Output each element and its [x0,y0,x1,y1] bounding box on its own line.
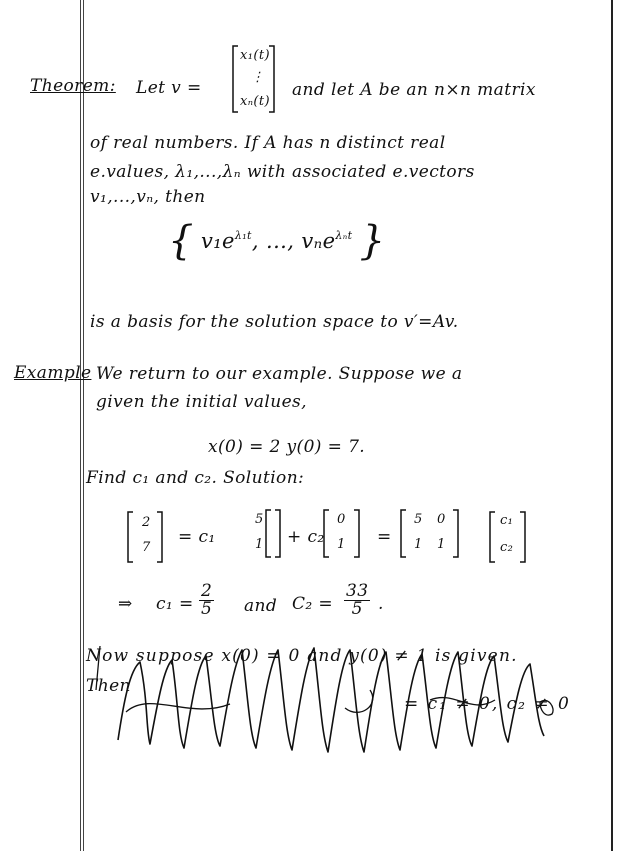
c-vector-top: c₁ [500,513,514,528]
c-vector-bottom: c₂ [500,540,514,555]
c1-term: = c₁ [178,527,216,547]
initial-values: x(0) = 2 y(0) = 7. [208,437,366,457]
v1-bottom: 1 [255,537,264,552]
c2-term: + c₂ [287,527,325,547]
lhs-bottom: 7 [142,540,151,555]
v2-bottom: 1 [337,537,346,552]
matrix-c: 1 [414,537,423,552]
theorem-line-4: v₁,...,vₙ, then [90,187,206,207]
vector-entry-x1: x₁(t) [240,48,270,63]
equation-equals: = [377,527,392,547]
v1-top: 5 [255,512,264,527]
crossed-line-3: = c₁ ≠ 0, c₂ ≠ 0 [404,694,571,714]
basis-open-brace: { [168,218,194,264]
and-word: and [244,596,278,616]
find-constants: Find c₁ and c₂. Solution: [86,468,305,488]
v2-top: 0 [337,512,346,527]
theorem-label: Theorem: [30,76,116,96]
theorem-line-3: e.values, λ₁,...,λₙ with associated e.vectors [90,162,475,182]
example-line-2: given the initial values, [96,392,307,412]
crossed-line-2: Then [86,676,131,696]
basis-dots: , ..., [251,229,302,253]
c1-denominator: 5 [201,599,213,619]
matrix-b: 0 [437,512,446,527]
c1-label: c₁ = [156,594,194,614]
matrix-d: 1 [437,537,446,552]
c2-period: . [378,594,384,614]
theorem-line-2: of real numbers. If A has n distinct real [90,133,446,153]
c1-numerator: 2 [201,581,213,601]
matrix-a: 5 [414,512,423,527]
basis-vn: vₙe [301,229,336,253]
c2-denominator: 5 [351,599,363,619]
basis-exp-n: λₙt [335,229,353,242]
example-line-1: We return to our example. Suppose we a [96,364,463,384]
theorem-let-v: Let v = [136,78,202,98]
c2-label: C₂ = [292,594,334,614]
basis-v1: v₁e [200,229,235,253]
vector-entry-xn: xₙ(t) [240,94,270,109]
theorem-conclusion: is a basis for the solution space to v′=Av. [90,312,459,332]
vector-entry-dots: ⋮ [251,70,265,85]
theorem-and-let: and let A be an n×n matrix [292,80,536,100]
example-label: Example [14,363,92,383]
implies-arrow: ⇒ [118,594,133,614]
basis-exp-1: λ₁t [234,229,252,242]
lhs-top: 2 [142,515,151,530]
c2-numerator: 33 [346,581,369,601]
basis-close-brace: } [359,218,386,264]
crossed-line-1: Now suppose x(0) = 0 and y(0) ≠ 1 is given. [86,646,518,666]
